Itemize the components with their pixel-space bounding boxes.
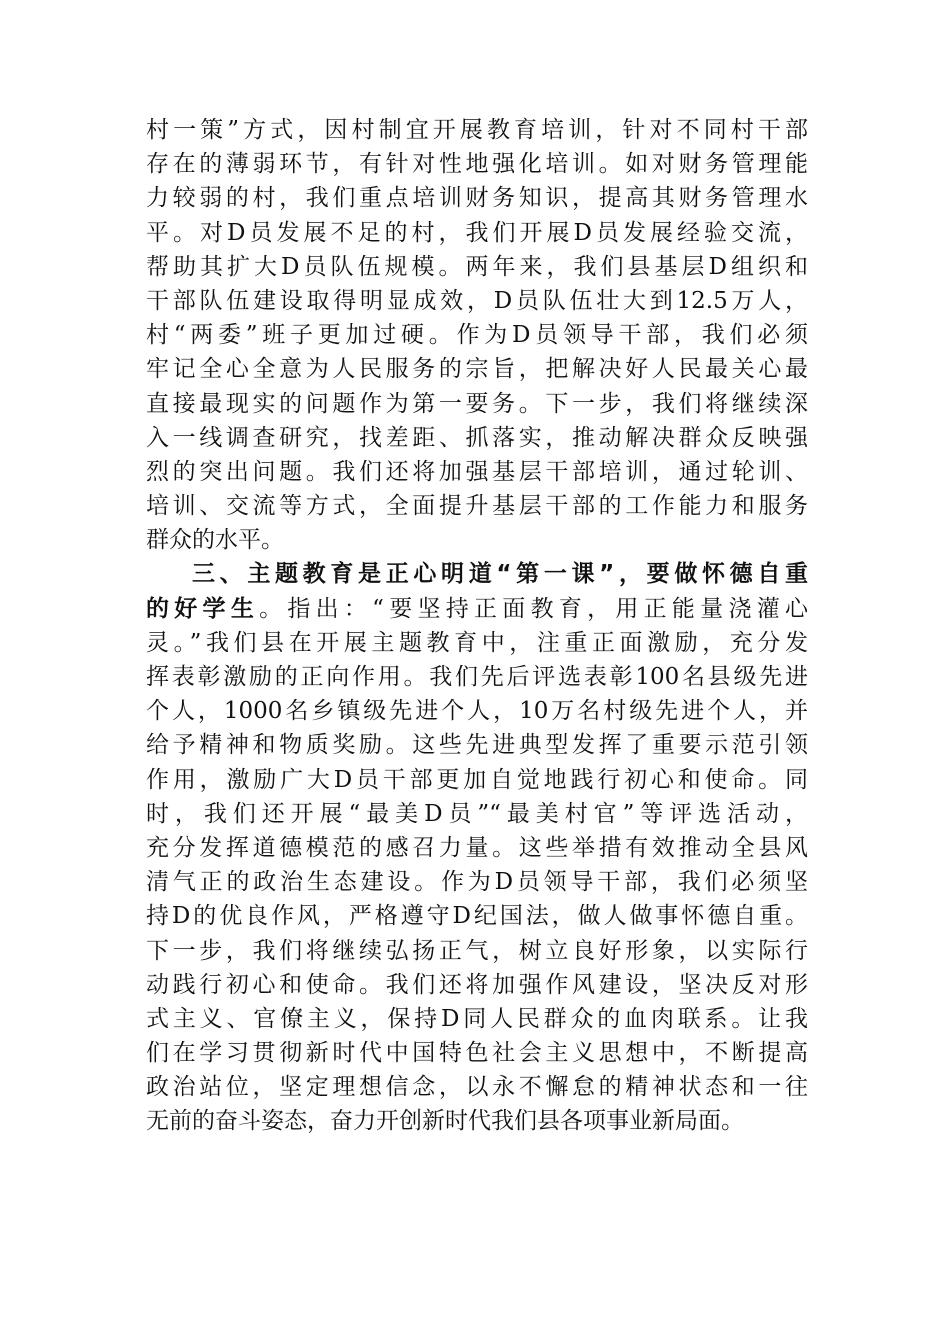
paragraph-1 xyxy=(146,113,808,557)
text-line-rest: 。指出：“要坚持正面教育，用正能量浇灌心 xyxy=(259,595,809,622)
text-line: 挥表彰激励的正向作用。我们先后评选表彰100名县级先进 xyxy=(146,664,808,690)
text-line: 牢记全心全意为人民服务的宗旨，把解决好人民最关心最 xyxy=(146,356,808,383)
text-line: 持D的优良作风，严格遵守D纪国法，做人做事怀德自重。 xyxy=(146,903,808,930)
text-line: 个人，1000名乡镇级先进个人，10万名村级先进个人，并 xyxy=(146,698,808,725)
text-line: 烈的突出问题。我们还将加强基层干部培训，通过轮训、 xyxy=(146,458,808,485)
text-line: 入一线调查研究，找差距、抓落实，推动解决群众反映强 xyxy=(146,424,808,451)
text-line: 无前的奋斗姿态，奋力开创新时代我们县各项事业新局面。 xyxy=(146,1108,744,1135)
text-line: 充分发挥道德模范的感召力量。这些举措有效推动全县风 xyxy=(146,834,808,861)
text-line: 们在学习贯彻新时代中国特色社会主义思想中，不断提高 xyxy=(146,1040,808,1067)
text-line: 村“两委”班子更加过硬。作为D员领导干部，我们必须 xyxy=(146,322,808,349)
text-line: 动践行初心和使命。我们还将加强作风建设，坚决反对形 xyxy=(146,971,808,998)
text-line: 清气正的政治生态建设。作为D员领导干部，我们必须坚 xyxy=(146,869,808,896)
text-line: 政治站位，坚定理想信念，以永不懈怠的精神状态和一往 xyxy=(146,1074,808,1101)
text-line: 村一策”方式，因村制宜开展教育培训，针对不同村干部 xyxy=(146,117,808,143)
text-line: 培训、交流等方式，全面提升基层干部的工作能力和服务 xyxy=(146,493,808,520)
text-line: 力较弱的村，我们重点培训财务知识，提高其财务管理水 xyxy=(146,185,808,212)
text-line: 干部队伍建设取得明显成效，D员队伍壮大到12.5万人， xyxy=(146,287,808,314)
text-line: 直接最现实的问题作为第一要务。下一步，我们将继续深 xyxy=(146,390,808,417)
text-line xyxy=(146,592,808,626)
text-line: 给予精神和物质奖励。这些先进典型发挥了重要示范引领 xyxy=(146,732,808,759)
section-heading-end: 的好学生 xyxy=(146,595,260,622)
document-page xyxy=(146,113,808,1139)
section-heading: 三、主题教育是正心明道“第一课”，要做怀德自重 xyxy=(192,561,808,588)
text-line: 帮助其扩大D员队伍规模。两年来，我们县基层D组织和 xyxy=(146,253,808,280)
text-line: 时，我们还开展“最美D员”“最美村官”等评选活动， xyxy=(146,800,808,827)
text-line: 灵。”我们县在开展主题教育中，注重正面激励，充分发 xyxy=(146,629,808,656)
paragraph-2 xyxy=(146,557,808,1138)
text-line: 下一步，我们将继续弘扬正气，树立良好形象，以实际行 xyxy=(146,937,808,964)
text-line: 平。对D员发展不足的村，我们开展D员发展经验交流， xyxy=(146,219,808,246)
text-line: 式主义、官僚主义，保持D同人民群众的血肉联系。让我 xyxy=(146,1005,808,1032)
text-line: 作用，激励广大D员干部更加自觉地践行初心和使命。同 xyxy=(146,766,808,793)
text-line: 存在的薄弱环节，有针对性地强化培训。如对财务管理能 xyxy=(146,151,808,178)
text-line: 群众的水平。 xyxy=(146,527,284,554)
